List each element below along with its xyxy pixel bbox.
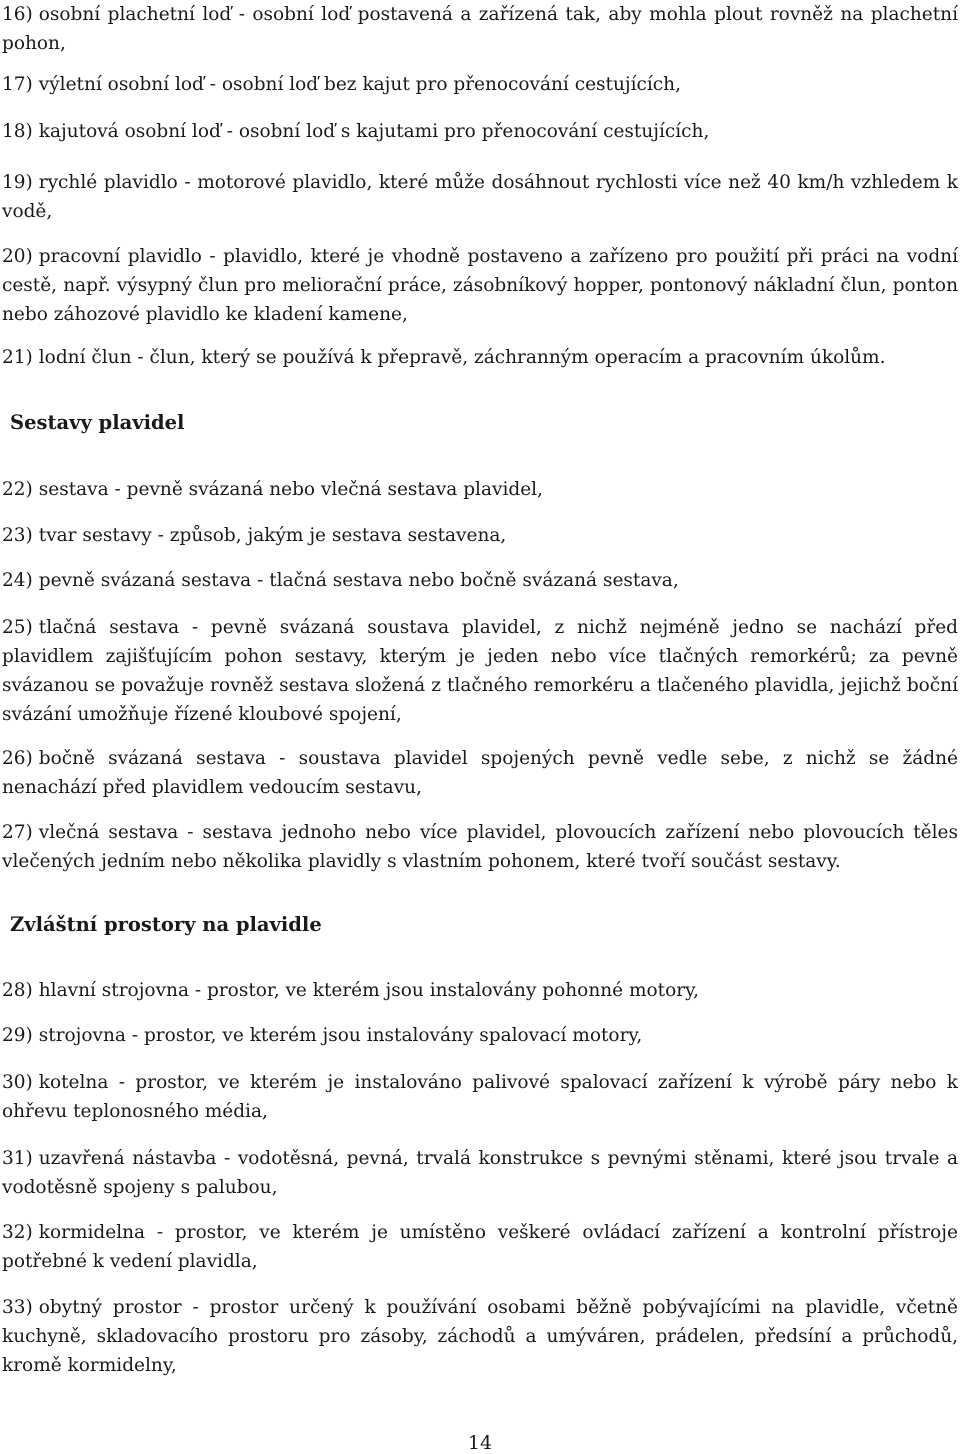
- item-term: tlačná sestava: [38, 617, 180, 638]
- item-description: - prostor určený k používání osobami běžně pobývajícími na plavidle, včetně kuchyně, skladovacího prostoru pro zásoby, záchodů a umýváren, prádelen, předsíní a průchodů, kromě kormidelny,: [2, 1297, 958, 1376]
- item-number: 32): [2, 1222, 33, 1243]
- item-number: 20): [2, 246, 33, 267]
- item-number: 21): [2, 347, 33, 368]
- definition-item: [2, 70, 958, 99]
- item-term: kotelna: [38, 1072, 109, 1093]
- definition-item: [2, 242, 958, 329]
- item-description: - člun, který se používá k přepravě, záchranným operacím a pracovním úkolům.: [131, 347, 886, 368]
- item-term: kajutová osobní loď: [38, 121, 221, 142]
- item-description: - způsob, jakým je sestava sestavena,: [151, 525, 507, 546]
- item-term: pracovní plavidlo: [38, 246, 202, 267]
- item-term: hlavní strojovna: [38, 980, 189, 1001]
- item-description: - prostor, ve kterém je instalováno palivové spalovací zařízení k výrobě páry nebo k ohřevu teplonosného média,: [2, 1072, 958, 1122]
- definition-item: [2, 1021, 958, 1050]
- item-term: lodní člun: [38, 347, 132, 368]
- item-term: uzavřená nástavba: [38, 1148, 217, 1169]
- section-heading: Sestavy plavidel: [10, 411, 185, 434]
- item-description: - osobní loď s kajutami pro přenocování cestujících,: [220, 121, 710, 142]
- item-number: 25): [2, 617, 33, 638]
- definition-item: [2, 168, 958, 226]
- item-number: 33): [2, 1297, 33, 1318]
- item-term: výletní osobní loď: [38, 74, 204, 95]
- item-number: 19): [2, 172, 33, 193]
- definition-item: [2, 744, 958, 802]
- definition-item: [2, 1293, 958, 1380]
- item-description: - pevně svázaná soustava plavidel, z nichž nejméně jedno se nachází před plavidlem zajišťujícím pohon sestavy, kterým je jeden nebo více tlačných remorkérů; za pevně svázanou se považuje rovněž sestava složená z tlačného remorkéru a tlačeného plavidla, jejichž boční svázání umožňuje řízené kloubové spojení,: [2, 617, 958, 725]
- item-number: 29): [2, 1025, 33, 1046]
- definition-item: [2, 343, 958, 372]
- item-term: kormidelna: [38, 1222, 146, 1243]
- definition-item: [2, 566, 958, 595]
- item-term: strojovna: [38, 1025, 126, 1046]
- definition-item: [2, 1068, 958, 1126]
- item-description: - pevně svázaná nebo vlečná sestava plavidel,: [108, 479, 543, 500]
- definition-item: [2, 613, 958, 729]
- item-description: - osobní loď postavená a zařízená tak, aby mohla plout rovněž na plachetní pohon,: [2, 4, 958, 54]
- item-description: - osobní loď bez kajut pro přenocování cestujících,: [203, 74, 681, 95]
- item-term: tvar sestavy: [38, 525, 152, 546]
- item-term: bočně svázaná sestava: [38, 748, 266, 769]
- definition-item: [2, 1144, 958, 1202]
- definition-item: [2, 976, 958, 1005]
- definition-item: [2, 521, 958, 550]
- item-number: 18): [2, 121, 33, 142]
- item-number: 24): [2, 570, 33, 591]
- item-number: 26): [2, 748, 33, 769]
- item-number: 17): [2, 74, 33, 95]
- item-description: - soustava plavidel spojených pevně vedle sebe, z nichž se žádné nenachází před plavidlem vedoucím sestavu,: [2, 748, 958, 798]
- item-number: 30): [2, 1072, 33, 1093]
- item-term: osobní plachetní loď: [38, 4, 232, 25]
- item-description: - vodotěsná, pevná, trvalá konstrukce s pevnými stěnami, které jsou trvale a vodotěsně spojeny s palubou,: [2, 1148, 958, 1198]
- item-number: 31): [2, 1148, 33, 1169]
- definition-item: [2, 475, 958, 504]
- item-description: - prostor, ve kterém je umístěno veškeré ovládací zařízení a kontrolní přístroje potřebné k vedení plavidla,: [2, 1222, 958, 1272]
- item-term: sestava: [38, 479, 109, 500]
- item-description: - prostor, ve kterém jsou instalovány spalovací motory,: [125, 1025, 643, 1046]
- item-term: pevně svázaná sestava: [38, 570, 252, 591]
- item-number: 27): [2, 822, 33, 843]
- item-term: vlečná sestava: [38, 822, 179, 843]
- definition-item: [2, 1218, 958, 1276]
- item-description: - plavidlo, které je vhodně postaveno a zařízeno pro použití při práci na vodní cestě, např. výsypný člun pro meliorační práce, zásobníkový hopper, pontonový nákladní člun, ponton nebo záhozové plavidlo ke kladení kamene,: [2, 246, 958, 325]
- item-description: - motorové plavidlo, které může dosáhnout rychlosti více než 40 km/h vzhledem k vodě,: [2, 172, 958, 222]
- item-number: 28): [2, 980, 33, 1001]
- item-number: 23): [2, 525, 33, 546]
- item-description: - tlačná sestava nebo bočně svázaná sestava,: [251, 570, 679, 591]
- item-description: - prostor, ve kterém jsou instalovány pohonné motory,: [188, 980, 699, 1001]
- item-number: 22): [2, 479, 33, 500]
- definition-item: [2, 117, 958, 146]
- item-term: obytný prostor: [38, 1297, 182, 1318]
- section-heading: Zvláštní prostory na plavidle: [10, 913, 322, 936]
- definition-item: [2, 818, 958, 876]
- page-number: 14: [467, 1432, 493, 1454]
- item-description: - sestava jednoho nebo více plavidel, plovoucích zařízení nebo plovoucích těles vlečených jedním nebo několika plavidly s vlastním pohonem, které tvoří součást sestavy.: [2, 822, 958, 872]
- item-number: 16): [2, 4, 33, 25]
- item-term: rychlé plavidlo: [38, 172, 178, 193]
- definition-item: [2, 0, 958, 58]
